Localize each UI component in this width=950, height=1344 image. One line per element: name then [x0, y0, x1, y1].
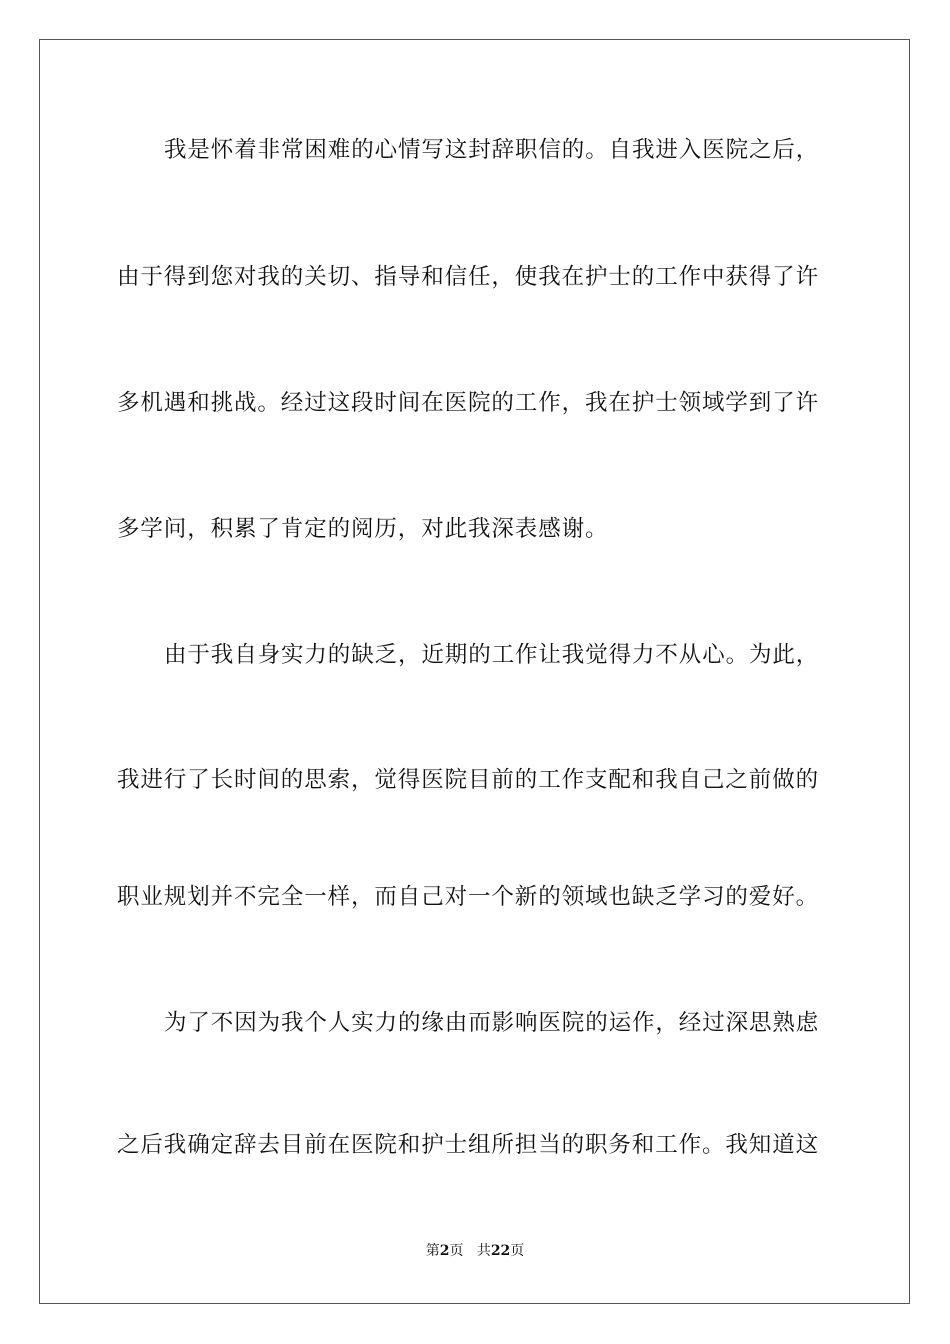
- paragraph-2-line-1: 由于我自身实力的缺乏，近期的工作让我觉得力不从心。为此，: [164, 642, 820, 668]
- page-footer: [0, 1242, 950, 1260]
- paragraph-1-line-2: 由于得到您对我的关切、指导和信任，使我在护士的工作中获得了许: [117, 264, 820, 290]
- footer-page-suffix: 页: [449, 1243, 464, 1259]
- page-frame: [39, 39, 910, 1304]
- footer-total-suffix: 页: [510, 1243, 525, 1259]
- paragraph-1-line-3: 多机遇和挑战。经过这段时间在医院的工作，我在护士领域学到了许: [117, 390, 820, 416]
- footer-page-number: 2: [439, 1243, 450, 1259]
- paragraph-3-line-2: 之后我确定辞去目前在医院和护士组所担当的职务和工作。我知道这: [117, 1132, 820, 1158]
- paragraph-1-line-4: 多学问，积累了肯定的阅历，对此我深表感谢。: [117, 516, 609, 542]
- footer-prefix: 第: [425, 1243, 440, 1259]
- paragraph-2-line-3: 职业规划并不完全一样，而自己对一个新的领域也缺乏学习的爱好。: [117, 884, 820, 910]
- paragraph-1-line-1: 我是怀着非常困难的心情写这封辞职信的。自我进入医院之后，: [164, 137, 820, 163]
- footer-total-pages: 22: [490, 1243, 511, 1259]
- paragraph-2-line-2: 我进行了长时间的思索，觉得医院目前的工作支配和我自己之前做的: [117, 767, 820, 793]
- footer-total-prefix: 共: [476, 1243, 491, 1259]
- paragraph-3-line-1: 为了不因为我个人实力的缘由而影响医院的运作，经过深思熟虑: [164, 1010, 820, 1036]
